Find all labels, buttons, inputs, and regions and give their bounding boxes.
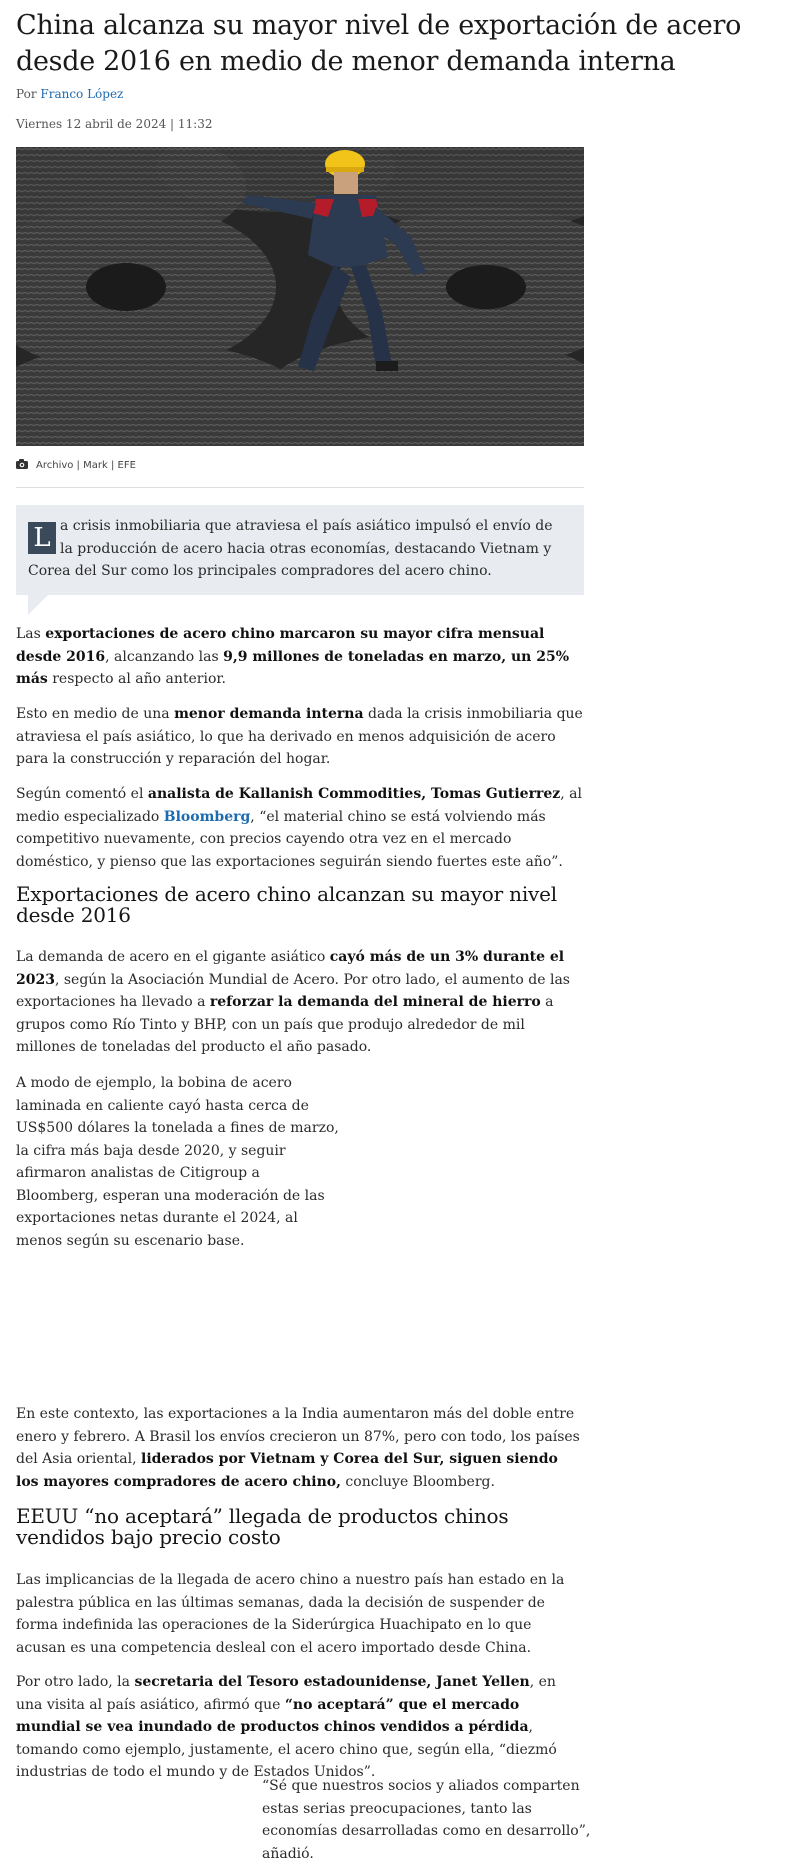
lead-text: a crisis inmobiliaria que atraviesa el país asiático impulsó el envío de la producción de acero hacia otras economías, destacando Vietnam y Corea del Sur como los principales compradores del acero chino.: [28, 518, 553, 579]
paragraph-3: Según comentó el analista de Kallanish Commodities, Tomas Gutierrez, al medio especializado Bloomberg, “el material chino se está volviendo más competitivo nuevamente, con precios cayendo otra vez en el mercado doméstico, y pienso que las exportaciones seguirán siendo fuertes este año”.: [16, 786, 582, 870]
subheading-2: EEUU “no aceptará” llegada de productos chinos vendidos bajo precio costo: [16, 1504, 509, 1549]
hero-image: [16, 147, 584, 446]
subheading-1: Exportaciones de acero chino alcanzan su mayor nivel desde 2016: [16, 882, 557, 927]
paragraph-7: Las implicancias de la llegada de acero chino a nuestro país han estado en la palestra pública en las últimas semanas, dada la decisión de suspender de forma indefinida las operaciones de la Siderúrgica Huachipato en lo que acusan es una competencia desleal con el acero importado desde China.: [16, 1572, 565, 1656]
dropcap: L: [28, 522, 56, 554]
pull-quote: “Sé que nuestros socios y aliados comparten estas serias preocupaciones, tanto las economías desarrolladas como en desarrollo”, añadió.: [262, 1778, 591, 1862]
lead-summary: [16, 505, 584, 595]
paragraph-5: A modo de ejemplo, la bobina de acero laminada en caliente cayó hasta cerca de US$500 dólares la tonelada a fines de marzo, la cifra más baja desde 2020, y seguir afirmaron analistas de Citigroup a Bloomberg, esperan una moderación de las exportaciones netas durante el 2024, al menos según su escenario base.: [16, 1075, 339, 1249]
paragraph-1: Las exportaciones de acero chino marcaron su mayor cifra mensual desde 2016, alcanzando las 9,9 millones de toneladas en marzo, un 25% más respecto al año anterior.: [16, 626, 570, 687]
article-headline: China alcanza su mayor nivel de exportación de acero desde 2016 en medio de menor demanda interna: [16, 10, 742, 77]
paragraph-2: Esto en medio de una menor demanda interna dada la crisis inmobiliaria que atraviesa el país asiático, lo que ha derivado en menos adquisición de acero para la construcción y reparación del hogar.: [16, 706, 583, 767]
camera-icon: [16, 459, 28, 472]
byline-prefix: Por: [16, 87, 41, 101]
publish-date: Viernes 12 abril de 2024 | 11:32: [16, 117, 213, 131]
byline: [16, 87, 123, 101]
paragraph-4: La demanda de acero en el gigante asiático cayó más de un 3% durante el 2023, según la Asociación Mundial de Acero. Por otro lado, el aumento de las exportaciones ha llevado a reforzar la demanda del mineral de hierro a grupos como Río Tinto y BHP, con un país que produjo alrededor de mil millones de toneladas del producto el año pasado.: [16, 949, 570, 1055]
paragraph-6: En este contexto, las exportaciones a la India aumentaron más del doble entre enero y febrero. A Brasil los envíos crecieron un 87%, pero con todo, los países del Asia oriental, liderados por Vietnam y Corea del Sur, siguen siendo los mayores compradores de acero chino, concluye Bloomberg.: [16, 1406, 580, 1490]
author-link[interactable]: Franco López: [40, 87, 124, 101]
image-caption: [16, 459, 136, 472]
caption-text: Archivo | Mark | EFE: [36, 460, 136, 471]
bloomberg-link[interactable]: Bloomberg: [163, 808, 251, 825]
paragraph-8: Por otro lado, la secretaria del Tesoro estadounidense, Janet Yellen, en una visita al país asiático, afirmó que “no aceptará” que el mercado mundial se vea inundado de productos chinos vendidos a pérdida, tomando como ejemplo, justamente, el acero chino que, según ella, “diezmó industrias de todo el mundo y de Estados Unidos”.: [16, 1674, 557, 1780]
divider: [16, 487, 584, 488]
